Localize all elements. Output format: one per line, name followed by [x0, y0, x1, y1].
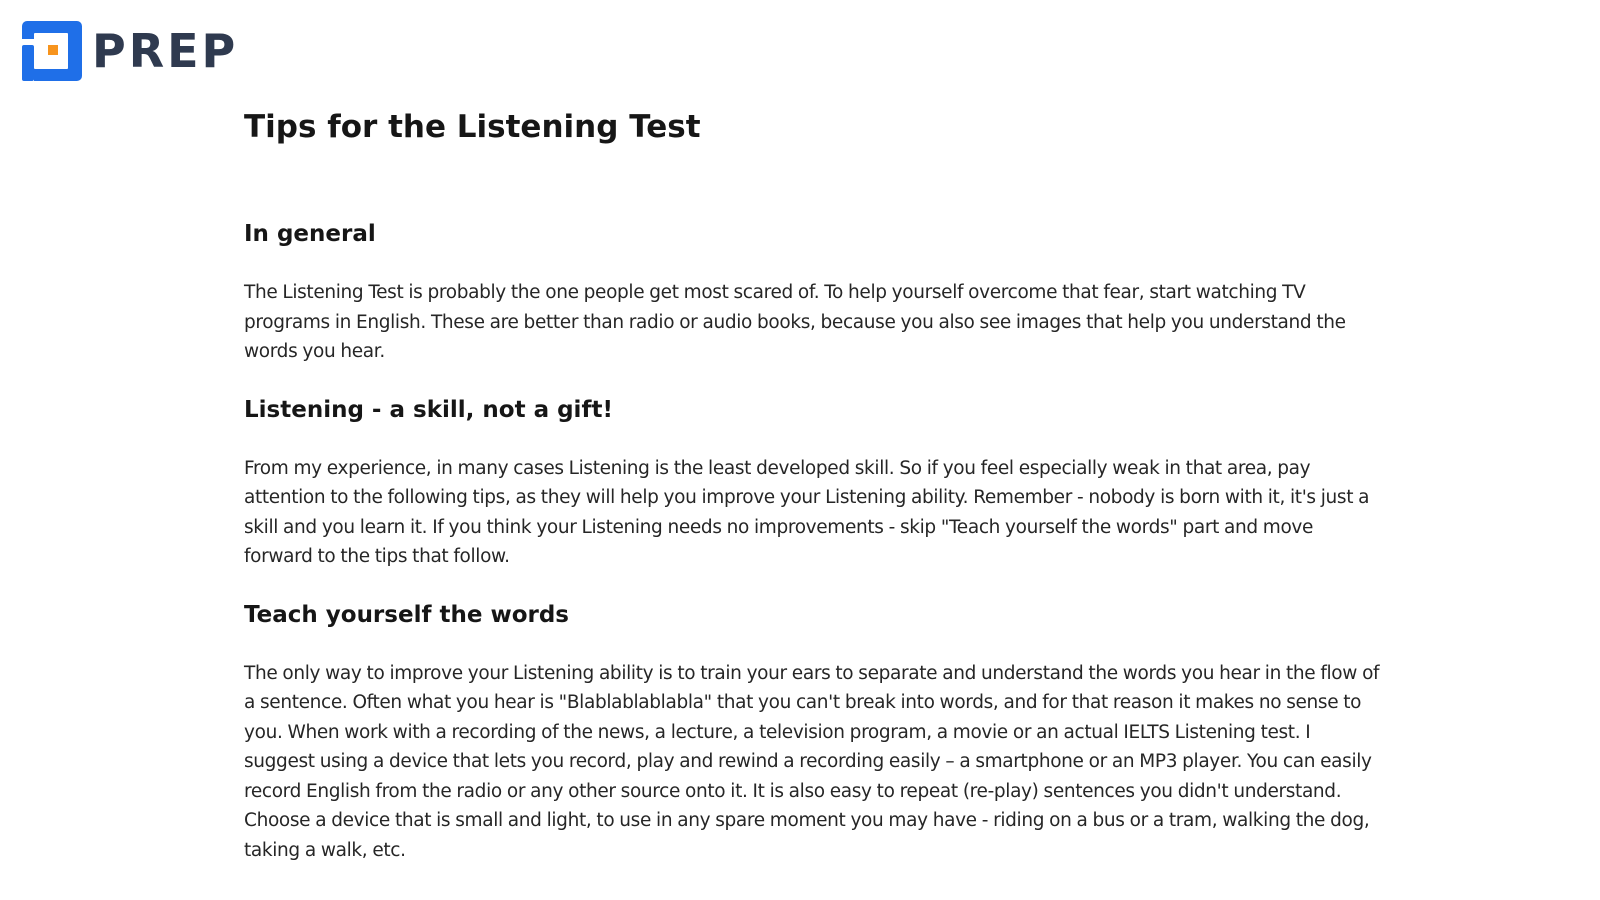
section-heading: Teach yourself the words: [244, 601, 569, 628]
prep-logo-icon: [22, 21, 82, 81]
section-paragraph: From my experience, in many cases Listening is the least developed skill. So if you feel especially weak in that area, pay attention to the following tips, as they will help you improve your Listening ability. Remember - nobody is born with it, it's just a skill and you learn it. If you think your Listening needs no improvements - skip "Teach yourself the words" part and move forward to the tips that follow.: [244, 457, 1370, 567]
document-title: Tips for the Listening Test: [244, 109, 701, 145]
section-paragraph: The Listening Test is probably the one people get most scared of. To help yourself overcome that fear, start watching TV programs in English. These are better than radio or audio books, because you also see images that help you understand the words you hear.: [244, 282, 1346, 362]
brand-logo: [22, 21, 238, 81]
document: [244, 104, 1384, 865]
section-in-general: [244, 218, 1384, 367]
section-heading: Listening - a skill, not a gift!: [244, 396, 613, 423]
section-paragraph: The only way to improve your Listening ability is to train your ears to separate and understand the words you hear in the flow of a sentence. Often what you hear is "Blablablablabla" that you can't break into words, and for that reason it makes no sense to you. When work with a recording of the news, a lecture, a television program, a movie or an actual IELTS Listening test. I suggest using a device that lets you record, play and rewind a recording easily – a smartphone or an MP3 player. You can easily record English from the radio or any other source onto it. It is also easy to repeat (re-play) sentences you didn't understand. Choose a device that is small and light, to use in any spare moment you may have - riding on a bus or a tram, walking the dog, taking a walk, etc.: [244, 662, 1380, 861]
section-teach-yourself-words: [244, 599, 1384, 866]
section-listening-skill: [244, 394, 1384, 572]
brand-wordmark: PREP: [92, 24, 239, 78]
section-heading: In general: [244, 221, 376, 247]
